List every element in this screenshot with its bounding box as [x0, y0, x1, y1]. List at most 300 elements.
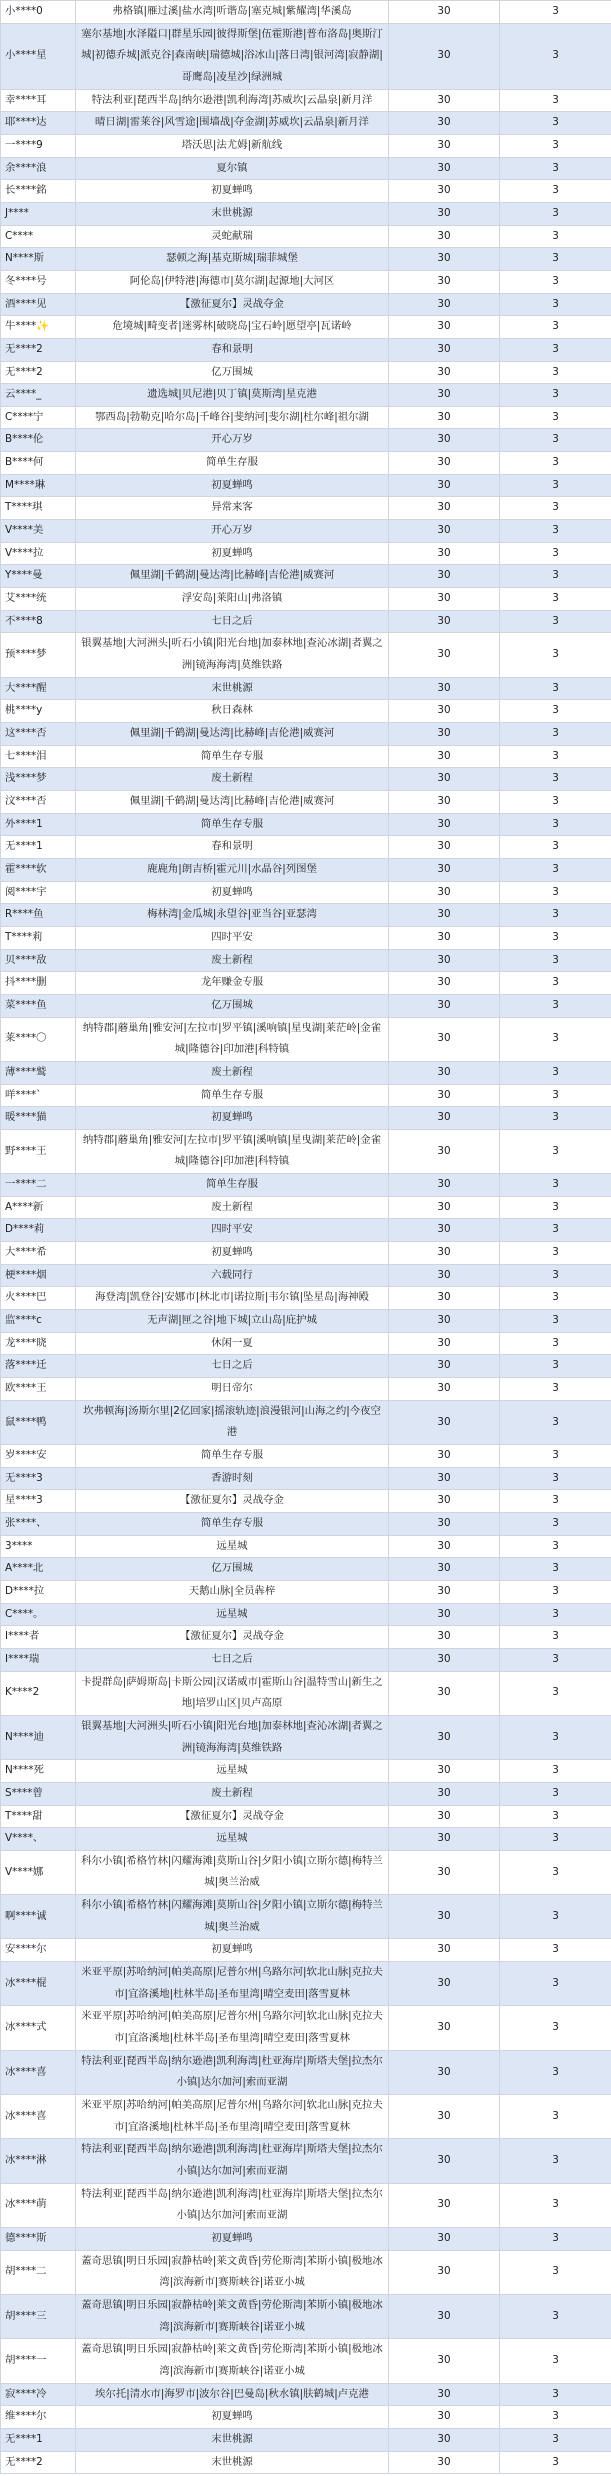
player-name-cell: N****斯 — [1, 248, 76, 271]
location-list-cell: 遗选城|贝尼港|贝丁镇|莫斯湾|星克港 — [76, 384, 389, 407]
value-a-cell: 30 — [389, 588, 500, 611]
player-name-cell: V****美 — [1, 520, 76, 543]
location-list-cell: 海登湾|凯登谷|安娜市|林北市|诺拉斯|韦尔镇|坠星岛|海神殿 — [76, 1287, 389, 1310]
location-list-cell: 阿伦岛|伊特港|海德市|莫尔湖|起源地|大河区 — [76, 270, 389, 293]
location-list-cell: 卡提群岛|萨姆斯岛|卡斯公园|汉诺威市|霍斯山谷|温特雪山|新生之地|培罗山区|贝卢高原 — [76, 1671, 389, 1715]
table-row — [1, 1196, 611, 1219]
value-a-cell: 30 — [389, 972, 500, 995]
value-a-cell: 30 — [389, 1467, 500, 1490]
value-b-cell: 3 — [500, 2294, 611, 2338]
player-name-cell: 无****2 — [1, 338, 76, 361]
table-row — [1, 1558, 611, 1581]
player-name-cell: V****娜 — [1, 1850, 76, 1894]
player-name-cell: 欧****王 — [1, 1378, 76, 1401]
value-a-cell: 30 — [389, 1, 500, 24]
table-row — [1, 452, 611, 475]
location-list-cell: 特法利亚|琵西半岛|纳尔逊港|凯利海湾|杜亚海岸|斯塔夫堡|拉杰尔小镇|达尔加河|索而亚湖 — [76, 2183, 389, 2227]
table-row — [1, 2227, 611, 2250]
value-a-cell: 30 — [389, 2095, 500, 2139]
location-list-cell: 佩里湖|千鹤湖|曼达湾|比赫峰|吉伦港|威赛河 — [76, 723, 389, 746]
value-b-cell: 3 — [500, 790, 611, 813]
table-row — [1, 1580, 611, 1603]
table-row — [1, 1355, 611, 1378]
value-b-cell: 3 — [500, 2050, 611, 2094]
value-a-cell: 30 — [389, 1355, 500, 1378]
player-name-cell: 薄****鹫 — [1, 1061, 76, 1084]
value-b-cell: 3 — [500, 1962, 611, 2006]
player-name-cell: C****。 — [1, 1603, 76, 1626]
value-a-cell: 30 — [389, 2050, 500, 2094]
value-b-cell: 3 — [500, 1490, 611, 1513]
table-row — [1, 202, 611, 225]
location-list-cell: 简单生存专服 — [76, 1445, 389, 1468]
table-row — [1, 2139, 611, 2183]
value-b-cell: 3 — [500, 1196, 611, 1219]
table-row — [1, 2339, 611, 2383]
value-b-cell: 3 — [500, 745, 611, 768]
value-b-cell: 3 — [500, 361, 611, 384]
value-a-cell: 30 — [389, 474, 500, 497]
value-b-cell: 3 — [500, 2183, 611, 2227]
value-b-cell: 3 — [500, 1603, 611, 1626]
location-list-cell: 弗格镇|雁过溪|盐水湾|听谐岛|塞克城|紫耀湾|华溪岛 — [76, 1, 389, 24]
value-a-cell: 30 — [389, 1084, 500, 1107]
value-a-cell: 30 — [389, 112, 500, 135]
table-row — [1, 723, 611, 746]
value-b-cell: 3 — [500, 2250, 611, 2294]
location-list-cell: 佩里湖|千鹤湖|曼达湾|比赫峰|吉伦港|威赛河 — [76, 790, 389, 813]
player-name-cell: I****瑞 — [1, 1648, 76, 1671]
value-a-cell: 30 — [389, 1512, 500, 1535]
value-a-cell: 30 — [389, 1760, 500, 1783]
player-name-cell: 张****、 — [1, 1512, 76, 1535]
location-list-cell: 特法利亚|琵西半岛|纳尔逊港|凯利海湾|苏威坎|云晶泉|新月洋 — [76, 89, 389, 112]
value-b-cell: 3 — [500, 881, 611, 904]
value-b-cell: 3 — [500, 2095, 611, 2139]
player-name-cell: 冰****喜 — [1, 2095, 76, 2139]
value-b-cell: 3 — [500, 994, 611, 1017]
table-row — [1, 1107, 611, 1130]
value-b-cell: 3 — [500, 89, 611, 112]
player-name-cell: 外****1 — [1, 813, 76, 836]
table-row — [1, 520, 611, 543]
location-list-cell: 七日之后 — [76, 610, 389, 633]
value-a-cell: 30 — [389, 1828, 500, 1851]
player-name-cell: 无****3 — [1, 1467, 76, 1490]
value-b-cell: 3 — [500, 1580, 611, 1603]
location-list-cell: 蓋奇思镇|明日乐园|寂静枯岭|莱文黄昏|劳伦斯湾|苯斯小镇|极地冰湾|滨海新市|赛斯峡谷|诺亚小城 — [76, 2339, 389, 2383]
value-a-cell: 30 — [389, 1287, 500, 1310]
location-list-cell: 初夏蝉鸣 — [76, 180, 389, 203]
value-a-cell: 30 — [389, 202, 500, 225]
location-list-cell: 废土新程 — [76, 1782, 389, 1805]
value-a-cell: 30 — [389, 293, 500, 316]
location-list-cell: 简单生存服 — [76, 452, 389, 475]
value-a-cell: 30 — [389, 2250, 500, 2294]
value-b-cell: 3 — [500, 2383, 611, 2406]
value-a-cell: 30 — [389, 1061, 500, 1084]
table-row — [1, 1850, 611, 1894]
value-a-cell: 30 — [389, 700, 500, 723]
value-b-cell: 3 — [500, 1129, 611, 1173]
location-list-cell: 七日之后 — [76, 1648, 389, 1671]
value-b-cell: 3 — [500, 1310, 611, 1333]
player-name-cell: 冰****棍 — [1, 1962, 76, 2006]
location-list-cell: 佩里湖|千鹤湖|曼达湾|比赫峰|吉伦港|威赛河 — [76, 565, 389, 588]
value-b-cell: 3 — [500, 1467, 611, 1490]
player-name-cell: 梗****烟 — [1, 1264, 76, 1287]
player-name-cell: 无****2 — [1, 361, 76, 384]
location-list-cell: 蓋奇思镇|明日乐园|寂静枯岭|莱文黄昏|劳伦斯湾|苯斯小镇|极地冰湾|滨海新市|赛斯峡谷|诺亚小城 — [76, 2294, 389, 2338]
value-b-cell: 3 — [500, 270, 611, 293]
player-name-cell: 这****否 — [1, 723, 76, 746]
table-row — [1, 406, 611, 429]
player-name-cell: T****甜 — [1, 1805, 76, 1828]
value-a-cell: 30 — [389, 520, 500, 543]
value-b-cell: 3 — [500, 1805, 611, 1828]
value-b-cell: 3 — [500, 1017, 611, 1061]
value-a-cell: 30 — [389, 542, 500, 565]
value-a-cell: 30 — [389, 1400, 500, 1444]
location-list-cell: 亿万围城 — [76, 361, 389, 384]
table-row — [1, 1671, 611, 1715]
value-a-cell: 30 — [389, 2139, 500, 2183]
table-row — [1, 2250, 611, 2294]
location-list-cell: 初夏蝉鸣 — [76, 1107, 389, 1130]
player-name-cell: 德****斯 — [1, 2227, 76, 2250]
table-row — [1, 225, 611, 248]
value-b-cell: 3 — [500, 1512, 611, 1535]
value-b-cell: 3 — [500, 1558, 611, 1581]
player-name-cell: 贝****敌 — [1, 949, 76, 972]
value-a-cell: 30 — [389, 338, 500, 361]
location-list-cell: 【激征夏尔】灵战夺金 — [76, 293, 389, 316]
table-row — [1, 858, 611, 881]
value-a-cell: 30 — [389, 1782, 500, 1805]
location-list-cell: 七日之后 — [76, 1355, 389, 1378]
location-list-cell: 梅林湾|金瓜城|永望谷|亚当谷|亚瑟湾 — [76, 904, 389, 927]
player-name-cell: D****莉 — [1, 1219, 76, 1242]
table-row — [1, 89, 611, 112]
table-row — [1, 2050, 611, 2094]
player-name-cell: 落****迁 — [1, 1355, 76, 1378]
player-name-cell: 鼠****鸭 — [1, 1400, 76, 1444]
table-row — [1, 926, 611, 949]
player-name-cell: S****曾 — [1, 1782, 76, 1805]
player-name-cell: 无****1 — [1, 836, 76, 859]
table-row — [1, 1174, 611, 1197]
table-row — [1, 1760, 611, 1783]
table-row — [1, 2451, 611, 2474]
table-row — [1, 1512, 611, 1535]
value-a-cell: 30 — [389, 633, 500, 677]
value-a-cell: 30 — [389, 1490, 500, 1513]
value-b-cell: 3 — [500, 2139, 611, 2183]
location-list-cell: 纳特郡|蘑巢角|雅安河|左拉市|罗平镇|溪响镇|星曳湖|莱茫岭|金雀城|隆德谷|印加港|科特镇 — [76, 1129, 389, 1173]
player-name-cell: 龙****晓 — [1, 1332, 76, 1355]
location-list-cell: 简单生存专服 — [76, 1512, 389, 1535]
player-name-cell: B****伦 — [1, 429, 76, 452]
table-row — [1, 1828, 611, 1851]
table-row — [1, 994, 611, 1017]
location-list-cell: 明日帝尔 — [76, 1378, 389, 1401]
value-a-cell: 30 — [389, 2006, 500, 2050]
player-name-cell: 耶****达 — [1, 112, 76, 135]
value-a-cell: 30 — [389, 1332, 500, 1355]
player-name-cell: 胡****一 — [1, 2339, 76, 2383]
table-row — [1, 474, 611, 497]
value-b-cell: 3 — [500, 677, 611, 700]
value-a-cell: 30 — [389, 1242, 500, 1265]
player-name-cell: 野****王 — [1, 1129, 76, 1173]
location-list-cell: 异常来客 — [76, 497, 389, 520]
value-a-cell: 30 — [389, 429, 500, 452]
value-a-cell: 30 — [389, 361, 500, 384]
player-name-cell: A****新 — [1, 1196, 76, 1219]
location-list-cell: 远星城 — [76, 1828, 389, 1851]
table-row — [1, 1061, 611, 1084]
value-a-cell: 30 — [389, 270, 500, 293]
value-b-cell: 3 — [500, 1850, 611, 1894]
table-row — [1, 565, 611, 588]
table-row — [1, 1400, 611, 1444]
value-a-cell: 30 — [389, 497, 500, 520]
value-b-cell: 3 — [500, 2006, 611, 2050]
table-row — [1, 1017, 611, 1061]
table-row — [1, 677, 611, 700]
player-name-cell: V****拉 — [1, 542, 76, 565]
player-name-cell: 七****泪 — [1, 745, 76, 768]
value-b-cell: 3 — [500, 542, 611, 565]
value-a-cell: 30 — [389, 1535, 500, 1558]
value-a-cell: 30 — [389, 1603, 500, 1626]
value-a-cell: 30 — [389, 406, 500, 429]
value-b-cell: 3 — [500, 700, 611, 723]
player-name-cell: Y****曼 — [1, 565, 76, 588]
location-list-cell: 废土新程 — [76, 949, 389, 972]
value-a-cell: 30 — [389, 1219, 500, 1242]
player-name-cell: 监****c — [1, 1310, 76, 1333]
value-b-cell: 3 — [500, 497, 611, 520]
value-b-cell: 3 — [500, 384, 611, 407]
value-b-cell: 3 — [500, 1332, 611, 1355]
table-row — [1, 633, 611, 677]
player-name-cell: 莱****〇 — [1, 1017, 76, 1061]
value-b-cell: 3 — [500, 2428, 611, 2451]
location-list-cell: 夏尔镇 — [76, 157, 389, 180]
value-a-cell: 30 — [389, 2383, 500, 2406]
value-a-cell: 30 — [389, 904, 500, 927]
location-list-cell: 鄂西岛|勃勒克|哈尔岛|千峰谷|斐纳河|斐尔湖|杜尔峰|祖尔湖 — [76, 406, 389, 429]
value-b-cell: 3 — [500, 1107, 611, 1130]
value-a-cell: 30 — [389, 813, 500, 836]
value-b-cell: 3 — [500, 316, 611, 339]
player-name-cell: 无****2 — [1, 2451, 76, 2474]
table-row — [1, 1467, 611, 1490]
value-a-cell: 30 — [389, 1962, 500, 2006]
location-list-cell: 春和景明 — [76, 836, 389, 859]
value-a-cell: 30 — [389, 1939, 500, 1962]
player-name-cell: 冰****萌 — [1, 2183, 76, 2227]
location-list-cell: 香游时刻 — [76, 1467, 389, 1490]
location-list-cell: 远星城 — [76, 1603, 389, 1626]
value-b-cell: 3 — [500, 520, 611, 543]
location-list-cell: 米亚平原|苏哈纳河|帕美高原|尼普尔州|乌路尔河|软北山脉|克拉夫市|宜洛溪地|杜林半岛|圣布里湾|晴空麦田|落雪夏林 — [76, 2095, 389, 2139]
player-name-cell: 冰****喜 — [1, 2050, 76, 2094]
player-name-cell: 寂****冷 — [1, 2383, 76, 2406]
player-name-cell: 一****二 — [1, 1174, 76, 1197]
value-b-cell: 3 — [500, 1378, 611, 1401]
value-a-cell: 30 — [389, 858, 500, 881]
location-list-cell: 亿万围城 — [76, 1558, 389, 1581]
player-name-cell: B****何 — [1, 452, 76, 475]
value-b-cell: 3 — [500, 610, 611, 633]
location-list-cell: 晴日湖|雷莱谷|风雪途|围墙战|夺金湖|苏威坎|云晶泉|新月洋 — [76, 112, 389, 135]
value-a-cell: 30 — [389, 248, 500, 271]
value-b-cell: 3 — [500, 2339, 611, 2383]
value-b-cell: 3 — [500, 1219, 611, 1242]
player-name-cell: D****拉 — [1, 1580, 76, 1603]
value-b-cell: 3 — [500, 1355, 611, 1378]
location-list-cell: 四时平安 — [76, 1219, 389, 1242]
player-name-cell: 星****3 — [1, 1490, 76, 1513]
player-name-cell: 安****尔 — [1, 1939, 76, 1962]
table-row — [1, 1378, 611, 1401]
player-name-cell: J**** — [1, 202, 76, 225]
location-list-cell: 春和景明 — [76, 338, 389, 361]
table-row — [1, 338, 611, 361]
location-list-cell: 六载同行 — [76, 1264, 389, 1287]
player-name-cell: 牛****✨ — [1, 316, 76, 339]
location-list-cell: 米亚平原|苏哈纳河|帕美高原|尼普尔州|乌路尔河|软北山脉|克拉夫市|宜洛溪地|杜林半岛|圣布里湾|晴空麦田|落雪夏林 — [76, 2006, 389, 2050]
player-name-cell: T****琪 — [1, 497, 76, 520]
location-list-cell: 塔沃思|法尤姆|新航线 — [76, 134, 389, 157]
value-b-cell: 3 — [500, 1782, 611, 1805]
player-name-cell: 菜****鱼 — [1, 994, 76, 1017]
player-name-cell: 一****9 — [1, 134, 76, 157]
player-name-cell: 暖****猫 — [1, 1107, 76, 1130]
value-b-cell: 3 — [500, 1939, 611, 1962]
location-list-cell: 银翼基地|大河洲头|听石小镇|阳光台地|加泰林地|查沁冰湖|者翼之洲|镜海海湾|莫维铁路 — [76, 1715, 389, 1759]
table-row — [1, 1219, 611, 1242]
table-row — [1, 2383, 611, 2406]
player-name-cell: 冰****式 — [1, 2006, 76, 2050]
player-name-cell: 霍****软 — [1, 858, 76, 881]
value-a-cell: 30 — [389, 1174, 500, 1197]
value-a-cell: 30 — [389, 949, 500, 972]
location-list-cell: 【激征夏尔】灵战夺金 — [76, 1805, 389, 1828]
value-a-cell: 30 — [389, 157, 500, 180]
player-name-cell: C****宁 — [1, 406, 76, 429]
player-name-cell: N****死 — [1, 1760, 76, 1783]
value-a-cell: 30 — [389, 2451, 500, 2474]
player-name-cell: A****北 — [1, 1558, 76, 1581]
value-a-cell: 30 — [389, 316, 500, 339]
player-name-cell: I****者 — [1, 1626, 76, 1649]
player-name-cell: 3**** — [1, 1535, 76, 1558]
value-b-cell: 3 — [500, 134, 611, 157]
player-name-cell: K****2 — [1, 1671, 76, 1715]
location-list-cell: 危境城|畸变者|迷雾林|破晓岛|宝石岭|愿望亭|瓦诺岭 — [76, 316, 389, 339]
player-name-cell: 维****尔 — [1, 2406, 76, 2429]
value-a-cell: 30 — [389, 2428, 500, 2451]
player-name-cell: 咩****` — [1, 1084, 76, 1107]
location-list-cell: 无声湖|匣之谷|地下城|立山岛|庇护城 — [76, 1310, 389, 1333]
value-a-cell: 30 — [389, 1445, 500, 1468]
value-a-cell: 30 — [389, 1310, 500, 1333]
location-list-cell: 初夏蝉鸣 — [76, 474, 389, 497]
player-name-cell: 云****_ — [1, 384, 76, 407]
table-row — [1, 157, 611, 180]
value-a-cell: 30 — [389, 1715, 500, 1759]
table-row — [1, 361, 611, 384]
value-b-cell: 3 — [500, 1715, 611, 1759]
location-list-cell: 鹿鹿角|朗吉桥|霍元川|水晶谷|列图堡 — [76, 858, 389, 881]
value-b-cell: 3 — [500, 1, 611, 24]
player-name-cell: V****、 — [1, 1828, 76, 1851]
table-row — [1, 1805, 611, 1828]
player-name-cell: 火****巴 — [1, 1287, 76, 1310]
value-b-cell: 3 — [500, 1535, 611, 1558]
location-list-cell: 远星城 — [76, 1760, 389, 1783]
value-a-cell: 30 — [389, 790, 500, 813]
value-b-cell: 3 — [500, 1061, 611, 1084]
player-name-cell: 胡****二 — [1, 2250, 76, 2294]
table-row — [1, 384, 611, 407]
table-row — [1, 1895, 611, 1939]
value-b-cell: 3 — [500, 1648, 611, 1671]
value-b-cell: 3 — [500, 23, 611, 89]
value-a-cell: 30 — [389, 881, 500, 904]
value-b-cell: 3 — [500, 858, 611, 881]
player-name-cell: C**** — [1, 225, 76, 248]
value-a-cell: 30 — [389, 768, 500, 791]
value-b-cell: 3 — [500, 157, 611, 180]
value-b-cell: 3 — [500, 474, 611, 497]
table-row — [1, 1715, 611, 1759]
table-row — [1, 836, 611, 859]
value-b-cell: 3 — [500, 633, 611, 677]
table-row — [1, 316, 611, 339]
table-row — [1, 542, 611, 565]
value-a-cell: 30 — [389, 723, 500, 746]
location-list-cell: 秋日森林 — [76, 700, 389, 723]
location-list-cell: 蓋奇思镇|明日乐园|寂静枯岭|莱文黄昏|劳伦斯湾|苯斯小镇|极地冰湾|滨海新市|赛斯峡谷|诺亚小城 — [76, 2250, 389, 2294]
value-b-cell: 3 — [500, 1264, 611, 1287]
table-row — [1, 23, 611, 89]
location-list-cell: 初夏蝉鸣 — [76, 542, 389, 565]
table-row — [1, 2428, 611, 2451]
player-name-cell: 抖****删 — [1, 972, 76, 995]
value-b-cell: 3 — [500, 1084, 611, 1107]
player-name-cell: 预****梦 — [1, 633, 76, 677]
table-row — [1, 700, 611, 723]
value-a-cell: 30 — [389, 677, 500, 700]
value-a-cell: 30 — [389, 1264, 500, 1287]
table-body — [1, 1, 611, 2474]
location-list-cell: 简单生存专服 — [76, 813, 389, 836]
location-list-cell: 末世桃源 — [76, 677, 389, 700]
location-list-cell: 简单生存专服 — [76, 745, 389, 768]
value-a-cell: 30 — [389, 1580, 500, 1603]
location-list-cell: 简单生存服 — [76, 1174, 389, 1197]
value-a-cell: 30 — [389, 1107, 500, 1130]
location-list-cell: 简单生存专服 — [76, 1084, 389, 1107]
player-name-cell: T****莉 — [1, 926, 76, 949]
table-row — [1, 745, 611, 768]
table-row — [1, 588, 611, 611]
location-list-cell: 银翼基地|大河洲头|听石小镇|阳光台地|加泰林地|查沁冰湖|者翼之洲|镜海海湾|莫维铁路 — [76, 633, 389, 677]
